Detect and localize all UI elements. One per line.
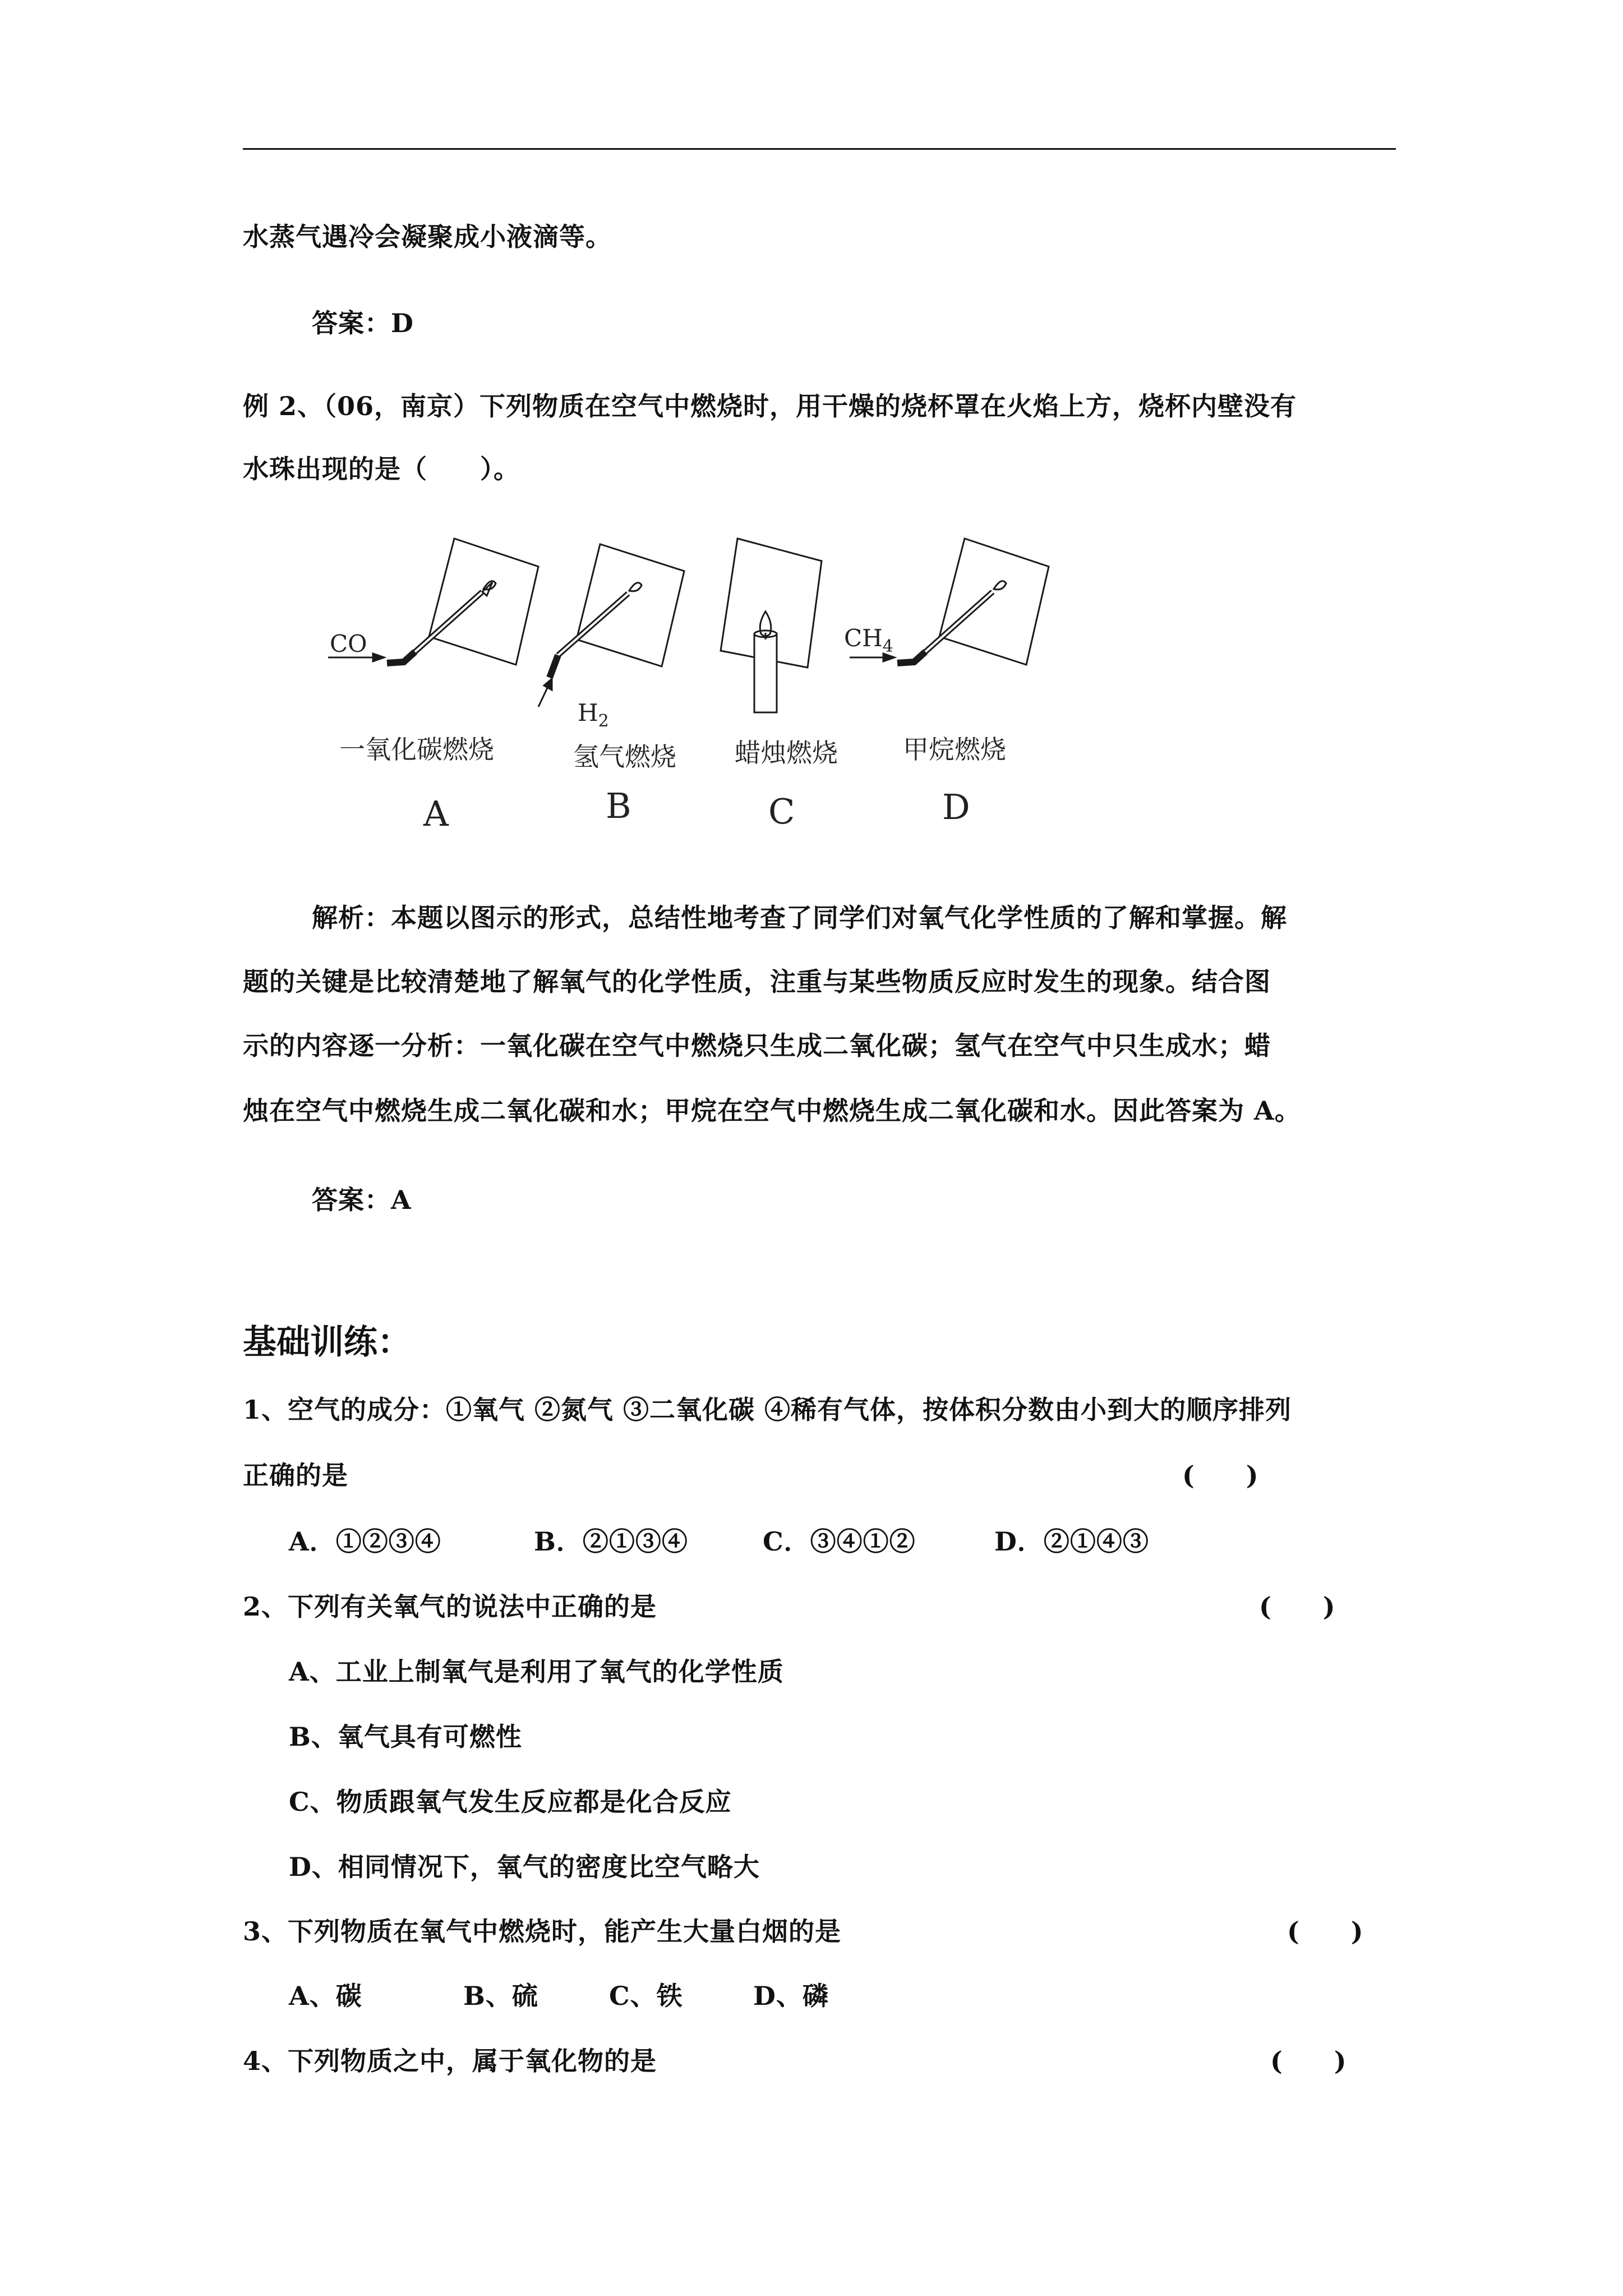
question-1-option-c: C．③④①② (763, 1526, 916, 1557)
question-1-line-2: 正确的是 (243, 1460, 348, 1490)
question-1-option-b: B．②①③④ (534, 1526, 688, 1557)
question-3-option-c: C、铁 (609, 1981, 683, 2011)
question-3-option-b: B、硫 (463, 1981, 538, 2011)
apparatus-c (721, 539, 822, 712)
gas-label-ch4: CH (844, 624, 883, 652)
combustion-figure (314, 527, 1094, 847)
question-3-blank: ( ) (1287, 1916, 1363, 1947)
letter-d: D (942, 786, 970, 827)
question-2-option-a: A、工业上制氧气是利用了氧气的化学性质 (289, 1657, 784, 1687)
caption-a: 一氧化碳燃烧 (339, 734, 494, 765)
letter-a: A (423, 793, 449, 834)
gas-label-h2: H (578, 699, 598, 726)
question-2-blank: ( ) (1259, 1591, 1335, 1622)
answer-1: 答案：D (312, 308, 414, 338)
question-4-stem: 4、下列物质之中，属于氧化物的是 (243, 2046, 657, 2076)
question-2-option-c: C、物质跟氧气发生反应都是化合反应 (289, 1787, 732, 1817)
svg-text:CH4 (844, 624, 893, 656)
gas-label-ch4-sub: 4 (882, 637, 893, 656)
caption-c: 蜡烛燃烧 (735, 738, 838, 768)
caption-d: 甲烷燃烧 (903, 734, 1006, 765)
question-1-option-a: A．①②③④ (289, 1526, 441, 1557)
question-1-line-1: 1、空气的成分：①氧气 ②氮气 ③二氧化碳 ④稀有气体，按体积分数由小到大的顺序排列 (243, 1395, 1292, 1425)
question-3-stem: 3、下列物质在氧气中燃烧时，能产生大量白烟的是 (243, 1916, 842, 1947)
question-1-blank: ( ) (1182, 1460, 1258, 1490)
question-2-option-d: D、相同情况下，氧气的密度比空气略大 (289, 1852, 760, 1882)
analysis-line-4: 烛在空气中燃烧生成二氧化碳和水；甲烷在空气中燃烧生成二氧化碳和水。因此答案为 A。 (243, 1096, 1301, 1126)
gas-label-co: CO (330, 630, 367, 657)
question-1-option-d: D．②①④③ (994, 1526, 1149, 1557)
question-2-option-b: B、氧气具有可燃性 (289, 1722, 522, 1752)
gas-label-h2-sub: 2 (598, 711, 609, 731)
question-4-blank: ( ) (1270, 2046, 1347, 2076)
svg-text:H2 (578, 699, 609, 731)
section-title: 基础训练： (243, 1323, 411, 1362)
apparatus-b (538, 544, 684, 707)
analysis-line-1: 解析：本题以图示的形式，总结性地考查了同学们对氧气化学性质的了解和掌握。解 (312, 903, 1287, 933)
letter-c: C (768, 791, 795, 832)
example-2-line-2: 水珠出现的是（ ）。 (243, 454, 520, 484)
caption-b: 氢气燃烧 (573, 742, 676, 772)
question-2-stem: 2、下列有关氧气的说法中正确的是 (243, 1591, 657, 1622)
letter-b: B (606, 785, 631, 826)
header-rule (243, 148, 1396, 150)
answer-2: 答案：A (312, 1185, 412, 1215)
question-3-option-a: A、碳 (289, 1981, 362, 2011)
question-3-option-d: D、磷 (753, 1981, 829, 2011)
analysis-line-2: 题的关键是比较清楚地了解氧气的化学性质，注重与某些物质反应时发生的现象。结合图 (243, 967, 1271, 997)
analysis-line-3: 示的内容逐一分析：一氧化碳在空气中燃烧只生成二氧化碳；氢气在空气中只生成水；蜡 (243, 1030, 1271, 1061)
paragraph-line: 水蒸气遇冷会凝聚成小液滴等。 (243, 222, 612, 252)
example-2-line-1: 例 2、（06，南京）下列物质在空气中燃烧时，用干燥的烧杯罩在火焰上方，烧杯内壁没有 (243, 391, 1297, 421)
